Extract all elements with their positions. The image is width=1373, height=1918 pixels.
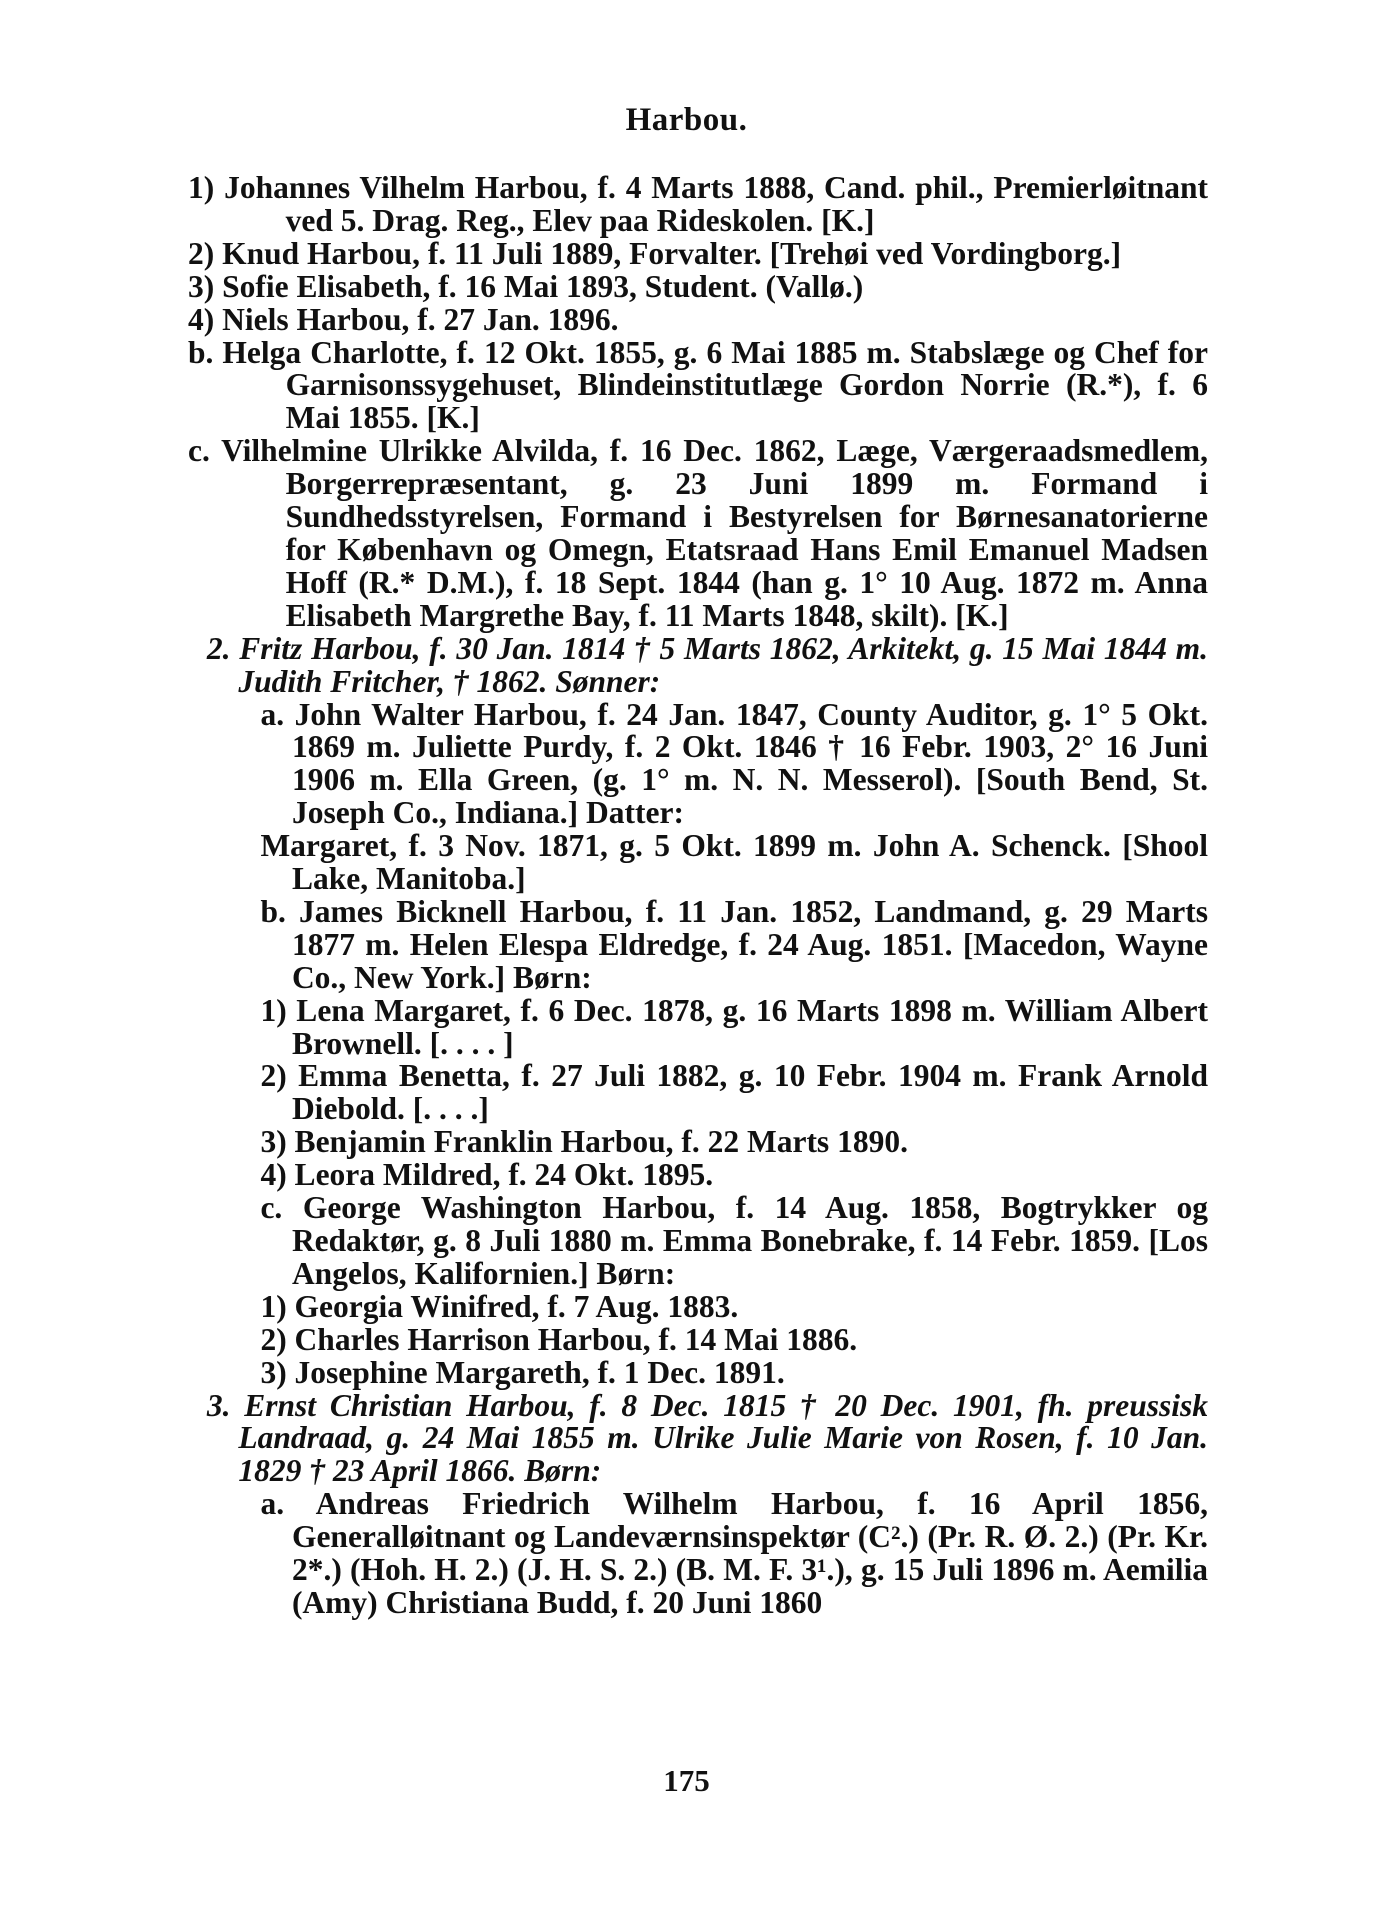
entry: Margaret, f. 3 Nov. 1871, g. 5 Okt. 1899 m. John A. Schenck. [Shool Lake, Manitoba.] [260,828,1208,897]
entry: b. James Bicknell Harbou, f. 11 Jan. 1852, Landmand, g. 29 Marts 1877 m. Helen Elespa Eldredge, f. 24 Aug. 1851. [Macedon, Wayne Co., New York.] Børn: [260,893,1208,995]
genealogy-text [188,172,1208,1620]
entry: 1) Georgia Winifred, f. 7 Aug. 1883. [260,1288,739,1324]
entry: 2) Charles Harrison Harbou, f. 14 Mai 1886. [260,1321,858,1357]
entry: 3) Benjamin Franklin Harbou, f. 22 Marts 1890. [260,1124,908,1160]
page-number: 175 [663,1763,710,1798]
entry: 3) Josephine Margareth, f. 1 Dec. 1891. [260,1354,785,1390]
entry: 4) Leora Mildred, f. 24 Okt. 1895. [260,1157,714,1193]
page-header: Harbou. [625,102,748,138]
entry: c. Vilhelmine Ulrikke Alvilda, f. 16 Dec. 1862, Læge, Værgeraadsmedlem, Borgerrepræsentant, g. 23 Juni 1899 m. Formand i Sundhedsstyrelsen, Formand i Bestyrelsen for Børnesanatorierne for København og Omegn, Etatsraad Hans Emil Emanuel Madsen Hoff (R.* D.M.), f. 18 Sept. 1844 (han g. 1° 10 Aug. 1872 m. Anna Elisabeth Margrethe Bay, f. 11 Marts 1848, skilt). [K.] [188,433,1208,633]
entry: 1) Lena Margaret, f. 6 Dec. 1878, g. 16 Marts 1898 m. William Albert Brownell. [. . . . ] [260,992,1208,1061]
entry: a. John Walter Harbou, f. 24 Jan. 1847, County Auditor, g. 1° 5 Okt. 1869 m. Juliette Purdy, f. 2 Okt. 1846 † 16 Febr. 1903, 2° 16 Juni 1906 m. Ella Green, (g. 1° m. N. N. Messerol). [South Bend, St. Joseph Co., Indiana.] Datter: [260,696,1208,831]
entry: a. Andreas Friedrich Wilhelm Harbou, f. 16 April 1856, Generalløitnant og Landeværnsinspektør (C².) (Pr. R. Ø. 2.) (Pr. Kr. 2*.) (Hoh. H. 2.) (J. H. S. 2.) (B. M. F. 3¹.), g. 15 Juli 1896 m. Aemilia (Amy) Christiana Budd, f. 20 Juni 1860 [260,1486,1208,1620]
entry: 2) Knud Harbou, f. 11 Juli 1889, Forvalter. [Trehøi ved Vordingborg.] [188,235,1122,271]
entry: c. George Washington Harbou, f. 14 Aug. 1858, Bogtrykker og Redaktør, g. 8 Juli 1880 m. Emma Bonebrake, f. 14 Febr. 1859. [Los Angelos, Kalifornien.] Børn: [260,1190,1208,1291]
entry: 3. Ernst Christian Harbou, f. 8 Dec. 1815 † 20 Dec. 1901, fh. preussisk Landraad, g. 24 Mai 1855 m. Ulrike Julie Marie von Rosen, f. 10 Jan. 1829 † 23 April 1866. Børn: [206,1387,1208,1489]
entry: 3) Sofie Elisabeth, f. 16 Mai 1893, Student. (Vallø.) [188,268,864,304]
entry: b. Helga Charlotte, f. 12 Okt. 1855, g. 6 Mai 1885 m. Stabslæge og Chef for Garnisonssygehuset, Blindeinstitutlæge Gordon Norrie (R.*), f. 6 Mai 1855. [K.] [188,334,1208,436]
entry: 2. Fritz Harbou, f. 30 Jan. 1814 † 5 Marts 1862, Arkitekt, g. 15 Mai 1844 m. Judith Fritcher, † 1862. Sønner: [206,630,1208,699]
entry: 1) Johannes Vilhelm Harbou, f. 4 Marts 1888, Cand. phil., Premierløitnant ved 5. Drag. Reg., Elev paa Rideskolen. [K.] [188,170,1208,238]
entry: 2) Emma Benetta, f. 27 Juli 1882, g. 10 Febr. 1904 m. Frank Arnold Diebold. [. . . .] [260,1058,1208,1127]
entry: 4) Niels Harbou, f. 27 Jan. 1896. [188,301,619,337]
